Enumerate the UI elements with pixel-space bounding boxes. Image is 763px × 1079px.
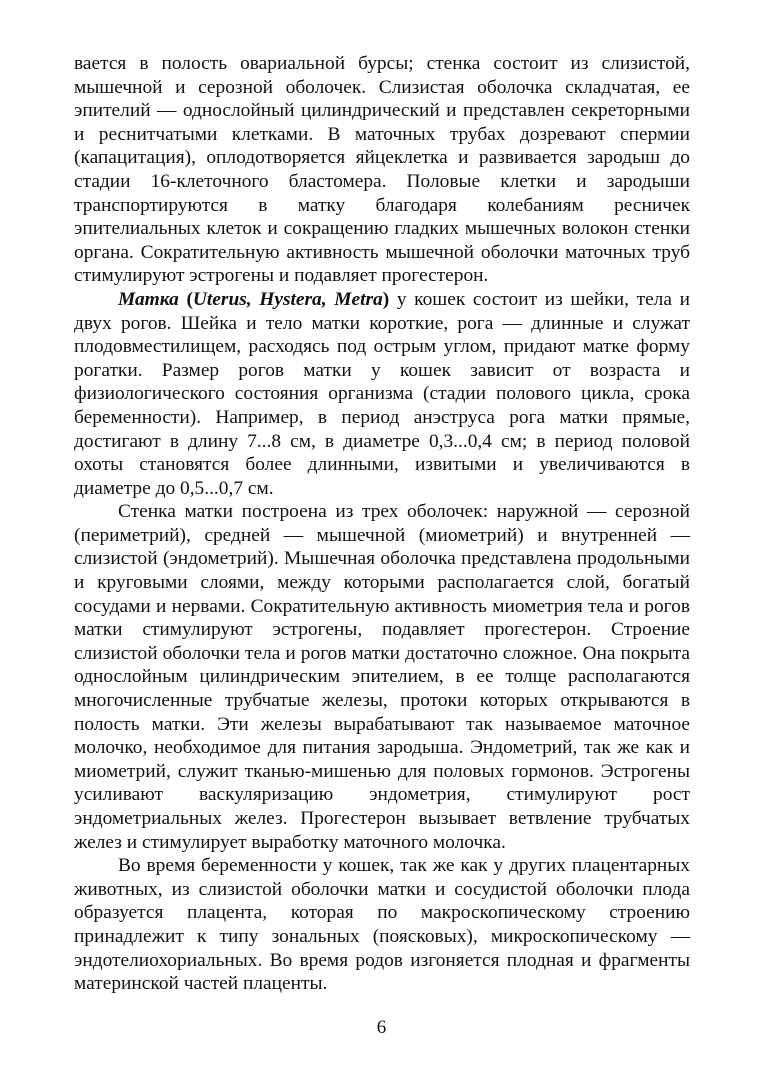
page-number: 6 — [376, 1017, 387, 1038]
term-latin-names: Uterus, Hystera, Metra — [192, 288, 383, 310]
paragraph-uterus-text: у кошек состоит из шейки, тела и двух рогов. Шейка и тело матки короткие, рога — длинные и служат плодовместилищем, расходясь под острым углом, придают матке форму рогатки. Размер рогов матки у кошек зависит от возраста и физиологического состояния организма (стадии полового цикла, срока беременности). Например, в период анэструса рога матки прямые, достигают в длину 7...8 см, в диаметре 0,3...0,4 см; в период половой охоты становятся более длинными, извитыми и увеличиваются в диаметре до 0,5...0,7 см. — [74, 288, 690, 499]
paragraph-uterine-wall: Стенка матки построена из трех оболочек: наружной — серозной (периметрий), средней — мышечной (миометрий) и внутренней — слизистой (эндометрий). Мышечная оболочка представлена продольными и круговыми слоями, между которыми располагается слой, богатый сосудами и нервами. Сократительную активность миометрия тела и рогов матки стимулируют эстрогены, подавляет прогестерон. Строение слизистой оболочки тела и рогов матки достаточно сложное. Она покрыта однослойным цилиндрическим эпителием, в ее толще располагаются многочисленные трубчатые железы, протоки которых открываются в полость матки. Эти железы вырабатывают так называемое маточное молочко, необходимое для питания зародыша. Эндометрий, так же как и миометрий, служит тканью-мишенью для половых гормонов. Эстрогены усиливают васкуляризацию эндометрия, стимулируют рост эндометриальных желез. Прогестерон вызывает ветвление трубчатых желез и стимулирует выработку маточного молочка. — [74, 501, 690, 853]
term-paren-close: ) — [382, 288, 390, 310]
page-body — [74, 52, 690, 996]
term-uterus: Матка — [118, 288, 179, 310]
paragraph-placenta: Во время беременности у кошек, так же как у других плацентарных животных, из слизистой оболочки матки и сосудистой оболочки плода образуется плацента, которая по макроскопическому строению принадлежит к типу зональных (поясковых), микроскопическому — эндотелиохориальных. Во время родов изгоняется плодная и фрагменты материнской частей плаценты. — [74, 855, 690, 995]
term-paren-open: ( — [178, 288, 193, 310]
paragraph-oviduct-continuation: вается в полость овариальной бурсы; стенка состоит из слизистой, мышечной и серозной оболочек. Слизистая оболочка складчатая, ее эпителий — однослойный цилиндрический и представлен секреторными и реснитчатыми клетками. В маточных трубах дозревают спермии (капацитация), оплодотворяется яйцеклетка и развивается зародыш до стадии 16-клеточного бластомера. Половые клетки и зародыши транспортируются в матку благодаря колебаниям ресничек эпителиальных клеток и сокращению гладких мышечных волокон стенки органа. Сократительную активность мышечной оболочки маточных труб стимулируют эстрогены и подавляет прогестерон. — [74, 53, 690, 287]
paragraph-uterus — [74, 288, 690, 500]
